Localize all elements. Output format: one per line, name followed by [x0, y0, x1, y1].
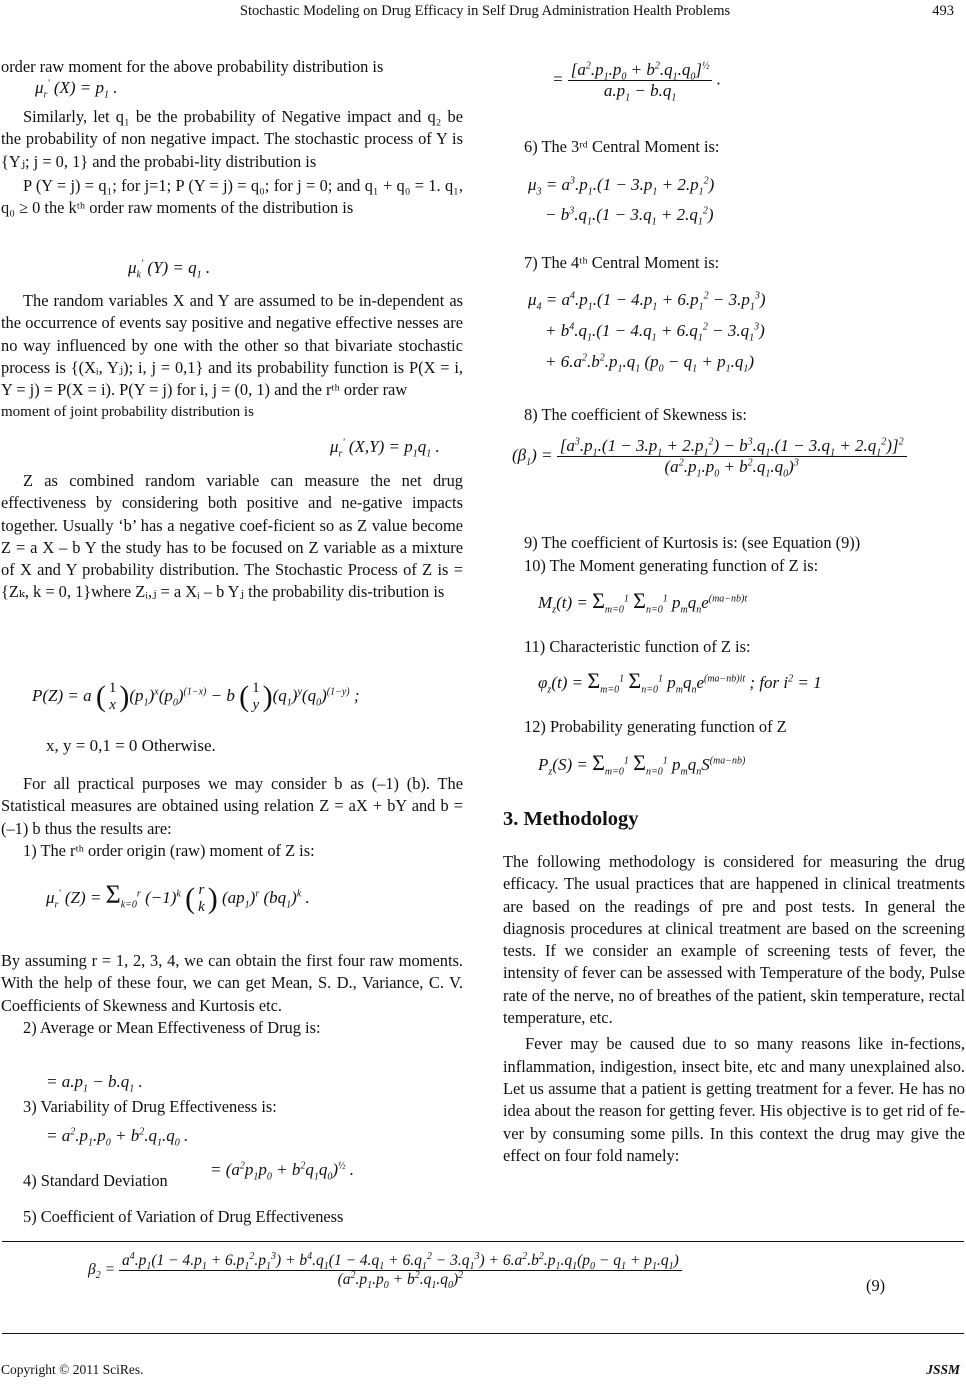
equation-number: (9) [866, 1276, 886, 1295]
running-title: Stochastic Modeling on Drug Efficacy in Self Drug Administration Health Problems [239, 3, 731, 19]
equation-kurtosis: $\beta_2$ = $a^4.p_1(1 - 4.p_1 + 6.p_1^2.p_1^3) + b^4.q_1(1 - 4.q_1 + 6.q_1^2 - 3.q_1^3) + 6.a^2.b^2.p_1.q_1(p_0 - q_1 + p_1.q_1)$ $(a^2.p_1.p_0 + b^2.q_1.q_0)^2$ [88, 1252, 682, 1289]
list-item: 1) The rᵗʰ order origin (raw) moment of Z is: [23, 840, 315, 860]
paragraph: moment of joint probability distribution is [1, 404, 254, 421]
equation-mu4: $\mu_4 = a^4.p_1.(1 - 4.p_1 + 6.p_1^2 - 3.p_1^3)$ + $b^4.q_1.(1 - 4.q_1 + 6.q_1^2 - 3.q_1^3)$ + $6.a^2.b^2.p_1.q_1$ $(p_0 - q_1 + p_1.q_1)$ [528, 290, 766, 375]
list-item: 3) Variability of Drug Effectiveness is: [23, 1097, 277, 1116]
equation-mgf: $M_z(t) = \Sigma_{m=0}^1$ $\Sigma_{n=0}^1$ $p_mq_ne^{(ma-nb)t}$ [538, 588, 748, 616]
list-item: 5) Coefficient of Variation of Drug Effectiveness [23, 1207, 344, 1226]
section-heading: 3. Methodology [503, 808, 639, 830]
equation-pz: P(Z) = a ( 1 x )$(p_1)^x(p_0)^{(1-x)} - b$ ( 1 y )$(q_1)^y(q_0)^{(1-y)}$ ; [32, 680, 360, 713]
equation-mu3: $\mu_3 = a^3.p_1.(1 - 3.p_1 + 2.p_1^2)$ − $b^3.q_1.(1 - 3.q_1 + 2.q_1^2)$ [528, 175, 715, 228]
left-column [1, 56, 463, 78]
equation-sd: = $(a^2p_1p_0 + b^2q_1q_0)^{\frac{1}{2}}$ . [210, 1160, 355, 1183]
page-number: 493 [932, 3, 954, 19]
paragraph: Fever may be caused due to so many reasons like in-fections, inflammation, indigestion, insect bite, etc and many unexplained also. Let us assume that a patient is getting treatment for a fever. He has no idea about the reason for getting fever. His objective is to get rid of fe-ver by consuming some pills. In this context the drug may give the effect on four fold namely: [503, 1034, 965, 1165]
paragraph: Similarly, let q₁ be the probability of Negative impact and q₂ be the probability of non negative impact. The stochastic process of Y is {Yⱼ; j = 0, 1} and the probabi-lity distribution is [1, 107, 463, 171]
equation-characteristic: $\varphi_z(t) = \Sigma_{m=0}^1$ $\Sigma_{n=0}^1$ $p_mq_ne^{(ma-nb)it}$ ; for $i^2 = 1$ [538, 668, 822, 696]
paragraph: P (Y = j) = q₁; for j=1; P (Y = j) = q₀; for j = 0; and q₁ + q₀ = 1. q₁, q₀ ≥ 0 the kᵗʰ order raw moments of the distribution is [1, 175, 463, 218]
paragraph: By assuming r = 1, 2, 3, 4, we can obtain the first four raw moments. With the help of these four, we can get Mean, S. D., Variance, C. V. Coefficients of Skewness and Kurtosis etc. [1, 951, 463, 1015]
list-item: 6) The 3ʳᵈ Central Moment is: [524, 137, 720, 156]
equation-variance: = $a^2.p_1.p_0 + b^2.q_1.q_0$ . [46, 1126, 189, 1149]
equation-mu-xy: $\mu_r'$ $(X,Y) = p_1q_1$ . [330, 437, 440, 460]
paragraph: The random variables X and Y are assumed to be in-dependent as the occurrence of events say positive and negative effective nesses are no way influenced by one with the other so that bivariate stochastic process is {(Xᵢ, Yⱼ); i, j = 0,1} and its probability function is P(X = i, Y = j) = P(X = i). P(Y = j) for i, j = (0, 1) and the rᵗʰ order raw [1, 291, 463, 400]
paragraph: order raw moment for the above probability distribution is [1, 57, 384, 76]
list-item: 12) Probability generating function of Z [524, 717, 787, 736]
paragraph: The following methodology is considered for measuring the drug efficacy. The usual practices that are happened in clinical treatments are based on the readings of pre and post tests. In general the diagnosis procedures at clinical treatment are based on the screening tests. If we consider an example of screening tests of fever, the intensity of fever can be assessed with Temperature of the body, Pulse rate of the nerve, no of breathes of the patient, skin temperature, rectal temperature, etc. [503, 852, 965, 1028]
equation-mean: = $a.p_1 - b.q_1$ . [46, 1072, 143, 1095]
list-item: 8) The coefficient of Skewness is: [524, 405, 747, 424]
paragraph: Z as combined random variable can measure the net drug effectiveness by considering both positive and ne-gative impacts together. Usually ‘b’ has a negative coef-ficient so as Z value become Z = a X – b Y the study has to be focused on Z variable as a mixture of X and Y probability distribution. The Stochastic Process of Z is = {Zₖ, k = 0, 1}where Zᵢ,ⱼ = a Xᵢ – b Yⱼ the probability dis-tribution is [1, 471, 463, 602]
equation-raw-moment: $\mu_r'$ $(Z) = \Sigma_{k=0}^r$ $(-1)^k$ ( r k ) $(ap_1)^r$ $(bq_1)^k$ . [46, 880, 310, 916]
equation-pgf: $P_z(S) = \Sigma_{m=0}^1$ $\Sigma_{n=0}^1$ $p_mq_nS^{(ma-nb)}$ [538, 750, 746, 778]
list-item: 10) The Moment generating function of Z is: [524, 556, 819, 575]
equation-otherwise: x, y = 0,1 = 0 Otherwise. [46, 736, 216, 755]
list-item: 2) Average or Mean Effectiveness of Drug is: [23, 1017, 321, 1037]
bottom-rule [2, 1333, 964, 1334]
top-rule [2, 1241, 964, 1242]
equation-mu-y: $\mu_k'$ $(Y) = q_1$ . [128, 258, 211, 281]
equation-cv: = $\frac{[a^2.p_1.p_0 + b^2.q_1.q_0]^{\frac{1}{2}}}{a.p_1 - b.q_1}$ . [552, 60, 721, 104]
journal-abbrev: JSSM [926, 1362, 960, 1377]
equation-skewness: $(\beta_1)$ = $\frac{[a^3.p_1.(1 - 3.p_1 + 2.p_1^2) - b^3.q_1.(1 - 3.q_1 + 2.q_1^2)]^2}{(a^2.p_1.p_0 + b^2.q_1.q_0)^3}$ [512, 436, 907, 477]
list-item: 7) The 4ᵗʰ Central Moment is: [524, 253, 720, 272]
list-item: 4) Standard Deviation [23, 1171, 168, 1190]
paragraph: For all practical purposes we may consider b as (–1) (b). The Statistical measures are obtained using relation Z = aX + bY and b = (–1) b thus the results are: [1, 774, 463, 838]
copyright: Copyright © 2011 SciRes. [1, 1362, 144, 1377]
equation-mu-x: $\mu_r'$ $(X) = p_1$ . [35, 78, 118, 101]
list-item: 11) Characteristic function of Z is: [524, 637, 751, 656]
list-item: 9) The coefficient of Kurtosis is: (see Equation (9)) [524, 533, 861, 552]
